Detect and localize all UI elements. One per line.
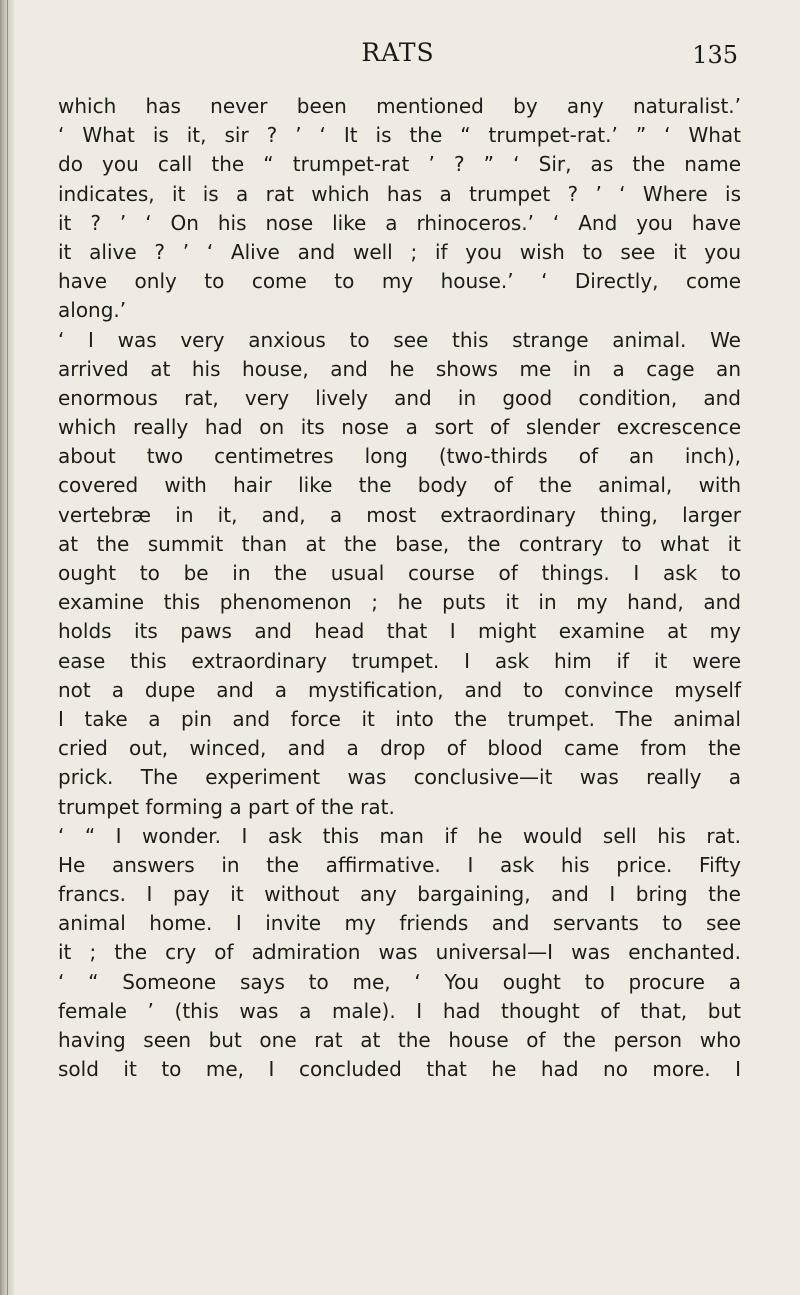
text-line: prick. The experiment was conclusive—it was really a: [58, 765, 741, 790]
page-number: 135: [692, 41, 738, 69]
text-line: ‘ “ Someone says to me, ‘ You ought to procure a: [58, 969, 741, 994]
text-line: ease this extraordinary trumpet. I ask him if it were: [58, 648, 741, 673]
text-line: it alive ? ’ ‘ Alive and well ; if you wish to see it you: [58, 239, 741, 264]
text-line: cried out, winced, and a drop of blood came from the: [58, 736, 741, 761]
text-line: having seen but one rat at the house of the person who: [58, 1028, 741, 1052]
text-line: which really had on its nose a sort of slender excrescence: [58, 415, 741, 440]
text-line: ought to be in the usual course of things. I ask to: [58, 561, 741, 585]
running-title: RATS: [361, 38, 435, 67]
text-line: sold it to me, I concluded that he had no more. I: [58, 1057, 741, 1082]
text-line: at the summit than at the base, the contrary to what it: [58, 531, 741, 556]
text-line: ‘ I was very anxious to see this strange animal. We: [58, 327, 741, 352]
text-line: I take a pin and force it into the trumpet. The animal: [58, 706, 741, 731]
body-text: [58, 92, 741, 1084]
text-line: covered with hair like the body of the animal, with: [58, 473, 741, 498]
text-line: which has never been mentioned by any naturalist.’: [58, 94, 741, 118]
text-line: along.’: [58, 298, 127, 323]
page-header: [58, 38, 738, 78]
text-line: it ; the cry of admiration was universal—I was enchanted.: [58, 940, 741, 965]
text-line: ‘ “ I wonder. I ask this man if he would sell his rat.: [58, 823, 741, 848]
text-line: examine this phenomenon ; he puts it in my hand, and: [58, 590, 741, 615]
text-line: arrived at his house, and he shows me in a cage an: [58, 356, 741, 381]
text-line: holds its paws and head that I might examine at my: [58, 619, 741, 644]
text-line: francs. I pay it without any bargaining, and I bring the: [58, 882, 741, 907]
text-line: He answers in the affirmative. I ask his price. Fifty: [58, 852, 741, 877]
text-line: female ’ (this was a male). I had thought of that, but: [58, 998, 741, 1023]
text-line: vertebræ in it, and, a most extraordinary thing, larger: [58, 502, 741, 527]
text-line: do you call the “ trumpet-rat ’ ? ” ‘ Sir, as the name: [58, 152, 741, 177]
text-line: indicates, it is a rat which has a trumpet ? ’ ‘ Where is: [58, 181, 741, 206]
text-line: enormous rat, very lively and in good condition, and: [58, 385, 741, 410]
text-line: it ? ’ ‘ On his nose like a rhinoceros.’ ‘ And you have: [58, 210, 741, 235]
text-line: not a dupe and a mystification, and to convince myself: [58, 677, 741, 702]
text-line: trumpet forming a part of the rat.: [58, 794, 395, 819]
text-line: ‘ What is it, sir ? ’ ‘ It is the “ trumpet-rat.’ ” ‘ What: [58, 123, 741, 148]
text-line: have only to come to my house.’ ‘ Directly, come: [58, 269, 741, 294]
text-line: about two centimetres long (two-thirds of an inch),: [58, 444, 741, 469]
page-edge-line: [7, 0, 8, 1295]
text-line: animal home. I invite my friends and servants to see: [58, 911, 741, 936]
